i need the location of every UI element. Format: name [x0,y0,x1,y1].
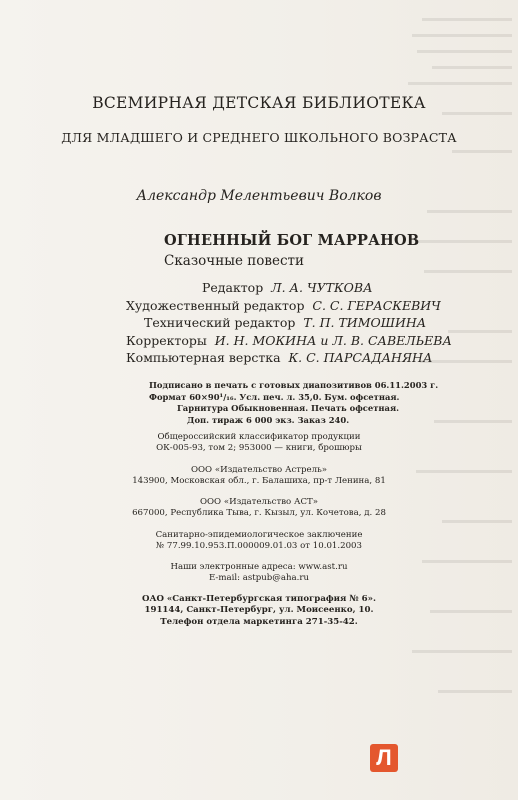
credit-role: Технический редактор [144,315,296,331]
publisher-line: ООО «Издательство Астрель» [190,465,328,475]
contacts-block [0,562,518,585]
credit-art-editor [126,297,486,315]
author-name: Александр Мелентьевич Волков [136,188,382,204]
publisher-line: 667000, Республика Тыва, г. Кызыл, ул. Кочетова, д. 28 [132,508,386,519]
imprint-line: Доп. тираж 6 000 экз. Заказ 240. [187,414,350,425]
printer-block [0,594,518,628]
book-subtitle: Сказочные повести [164,253,304,269]
classifier-line: Общероссийский классификатор продукции [157,432,361,442]
credit-name: И. Н. МОКИНА и Л. В. САВЕЛЬЕВА [214,332,452,348]
imprint-line: Гарнитура Обыкновенная. Печать офсетная. [177,403,400,414]
credit-role: Художественный редактор [126,297,305,313]
credit-proofreaders [126,332,486,350]
imprint-line: Подписано в печать с готовых диапозитивов 06.11.2003 г. [149,380,439,390]
classifier-line: ОК-005-93, том 2; 953000 — книги, брошюры [156,443,362,454]
credit-role: Корректоры [126,332,207,348]
credits-list [126,279,486,367]
book-title: ОГНЕННЫЙ БОГ МАРРАНОВ [164,232,420,249]
series-header: ВСЕМИРНАЯ ДЕТСКАЯ БИБЛИОТЕКА [92,94,426,112]
contact-line: E-mail: astpub@aha.ru [208,573,309,584]
credit-role: Редактор [202,280,264,295]
publisher-ast-block [0,497,518,520]
printer-line: Телефон отдела маркетинга 271-35-42. [160,616,358,627]
publisher-astrel-block [0,465,518,488]
print-imprint [149,380,449,426]
credit-role: Компьютерная верстка [126,350,281,366]
classifier-block [0,432,518,455]
credit-layout [126,349,486,367]
credit-name: К. С. ПАРСАДАНЯНА [288,350,433,366]
audience-header: ДЛЯ МЛАДШЕГО И СРЕДНЕГО ШКОЛЬНОГО ВОЗРАСТА [61,130,457,145]
sanitary-line: № 77.99.10.953.П.000009.01.03 от 10.01.2003 [156,541,362,552]
contact-line: Наши электронные адреса: www.ast.ru [170,562,348,572]
publisher-line: 143900, Московская обл., г. Балашиха, пр-т Ленина, 81 [132,476,386,487]
credit-name: С. С. ГЕРАСКЕВИЧ [312,297,441,313]
credit-name: Л. А. ЧУТКОВА [271,280,373,295]
credit-name: Т. П. ТИМОШИНА [303,315,427,331]
sanitary-block [0,530,518,553]
imprint-line: Формат 60×90¹/₁₆. Усл. печ. л. 35,0. Бум. офсетная. [149,391,400,402]
publisher-line: ООО «Издательство АСТ» [199,497,319,507]
printer-line: 191144, Санкт-Петербург, ул. Моисеенко, 10. [144,605,374,616]
sanitary-line: Санитарно-эпидемиологическое заключение [155,530,363,540]
labirint-logo-icon: Л [370,744,398,772]
printer-line: ОАО «Санкт-Петербургская типография № 6». [141,594,377,604]
credit-editor [126,279,486,297]
credit-tech-editor [126,314,486,332]
